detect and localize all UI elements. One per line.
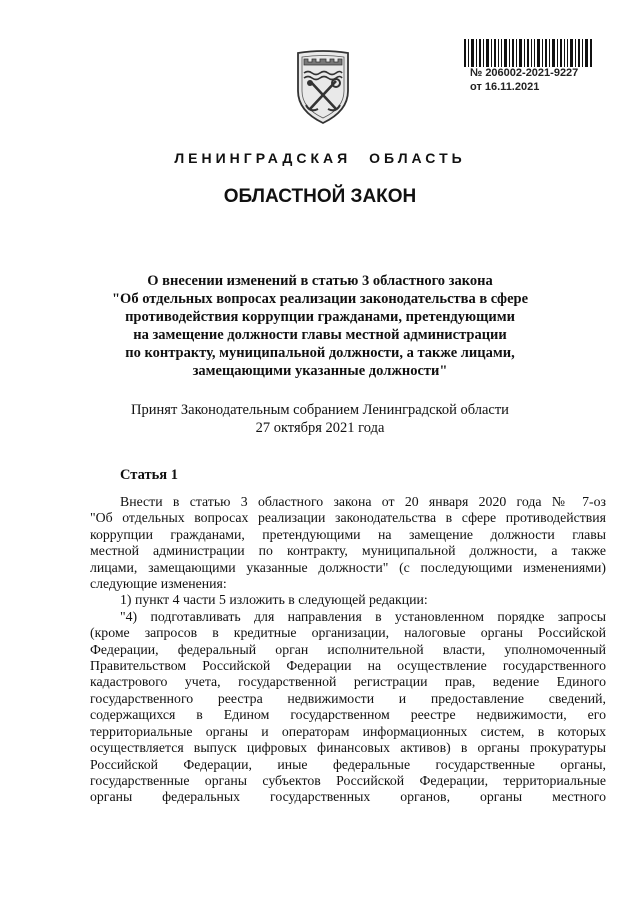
quote-line: Российской Федерации, иные федеральные государственные органы, [90,756,606,772]
registration-date: от 16.11.2021 [470,81,540,93]
title-line: О внесении изменений в статью 3 областного закона [147,273,493,289]
quote-line: территориальные органы и операторам информационных систем, в которых [90,723,606,739]
quote-line: Федерации, федеральный орган исполнительной власти, уполномоченный [90,641,606,657]
article-heading: Статья 1 [120,467,178,483]
quote-line: Правительством Российской Федерации на осуществление государственного [90,658,606,674]
registration-info [470,66,630,94]
paragraph-line: местной администрации по контракту, муниципальной должности, а также [90,543,606,559]
coat-of-arms-icon [290,47,356,127]
quote-line: осуществляется выпуск цифровых финансовых активов) в органы прокуратуры [90,740,606,756]
quote-line: кадастрового учета, государственной регистрации прав, ведение Единого [90,674,606,690]
title-line: замещающими указанные должности" [192,363,448,379]
title-line: противодействия коррупции гражданами, претендующими [125,309,515,325]
paragraph-line: следующие изменения: [90,576,227,592]
quote-line: органы федеральных государственных органов, органы местного [90,789,606,805]
barcode-icon [462,38,594,68]
law-type-heading: ОБЛАСТНОЙ ЗАКОН [223,186,417,207]
region-heading: ЛЕНИНГРАДСКАЯ ОБЛАСТЬ [174,150,466,166]
paragraph-line: "Об отдельных вопросах реализации законодательства в сфере противодействия [90,510,606,526]
paragraph-line: коррупции гражданами, претендующими на замещение должности главы [90,526,606,542]
quote-line: содержащихся в Едином государственном реестре недвижимости, его [90,707,606,723]
quote-line: государственного реестра недвижимости и предоставление сведений, [90,690,606,706]
adoption-date: 27 октября 2021 года [255,420,385,436]
title-line: "Об отдельных вопросах реализации законодательства в сфере [111,291,529,307]
law-title [80,272,560,380]
quote-line: "4) подготавливать для направления в установленном порядке запросы [120,608,606,624]
registration-number: № 206002-2021-9227 [470,67,579,79]
title-line: по контракту, муниципальной должности, а также лицами, [125,345,515,361]
article-paragraph [90,494,606,806]
quote-line: (кроме запросов в кредитные организации, налоговые органы Российской [90,625,606,641]
paragraph-line: Внести в статью 3 областного закона от 20 января 2020 года № 7-оз [120,494,606,509]
adoption-body: Принят Законодательным собранием Ленинградской области [131,402,509,418]
adoption-info [80,401,560,437]
quote-line: государственные органы субъектов Российской Федерации, территориальные [90,772,606,788]
title-line: на замещение должности главы местной администрации [133,327,507,343]
item-line: 1) пункт 4 части 5 изложить в следующей редакции: [120,592,428,608]
paragraph-line: лицами, замещающими указанные должности" (с последующими изменениями) [90,559,606,575]
